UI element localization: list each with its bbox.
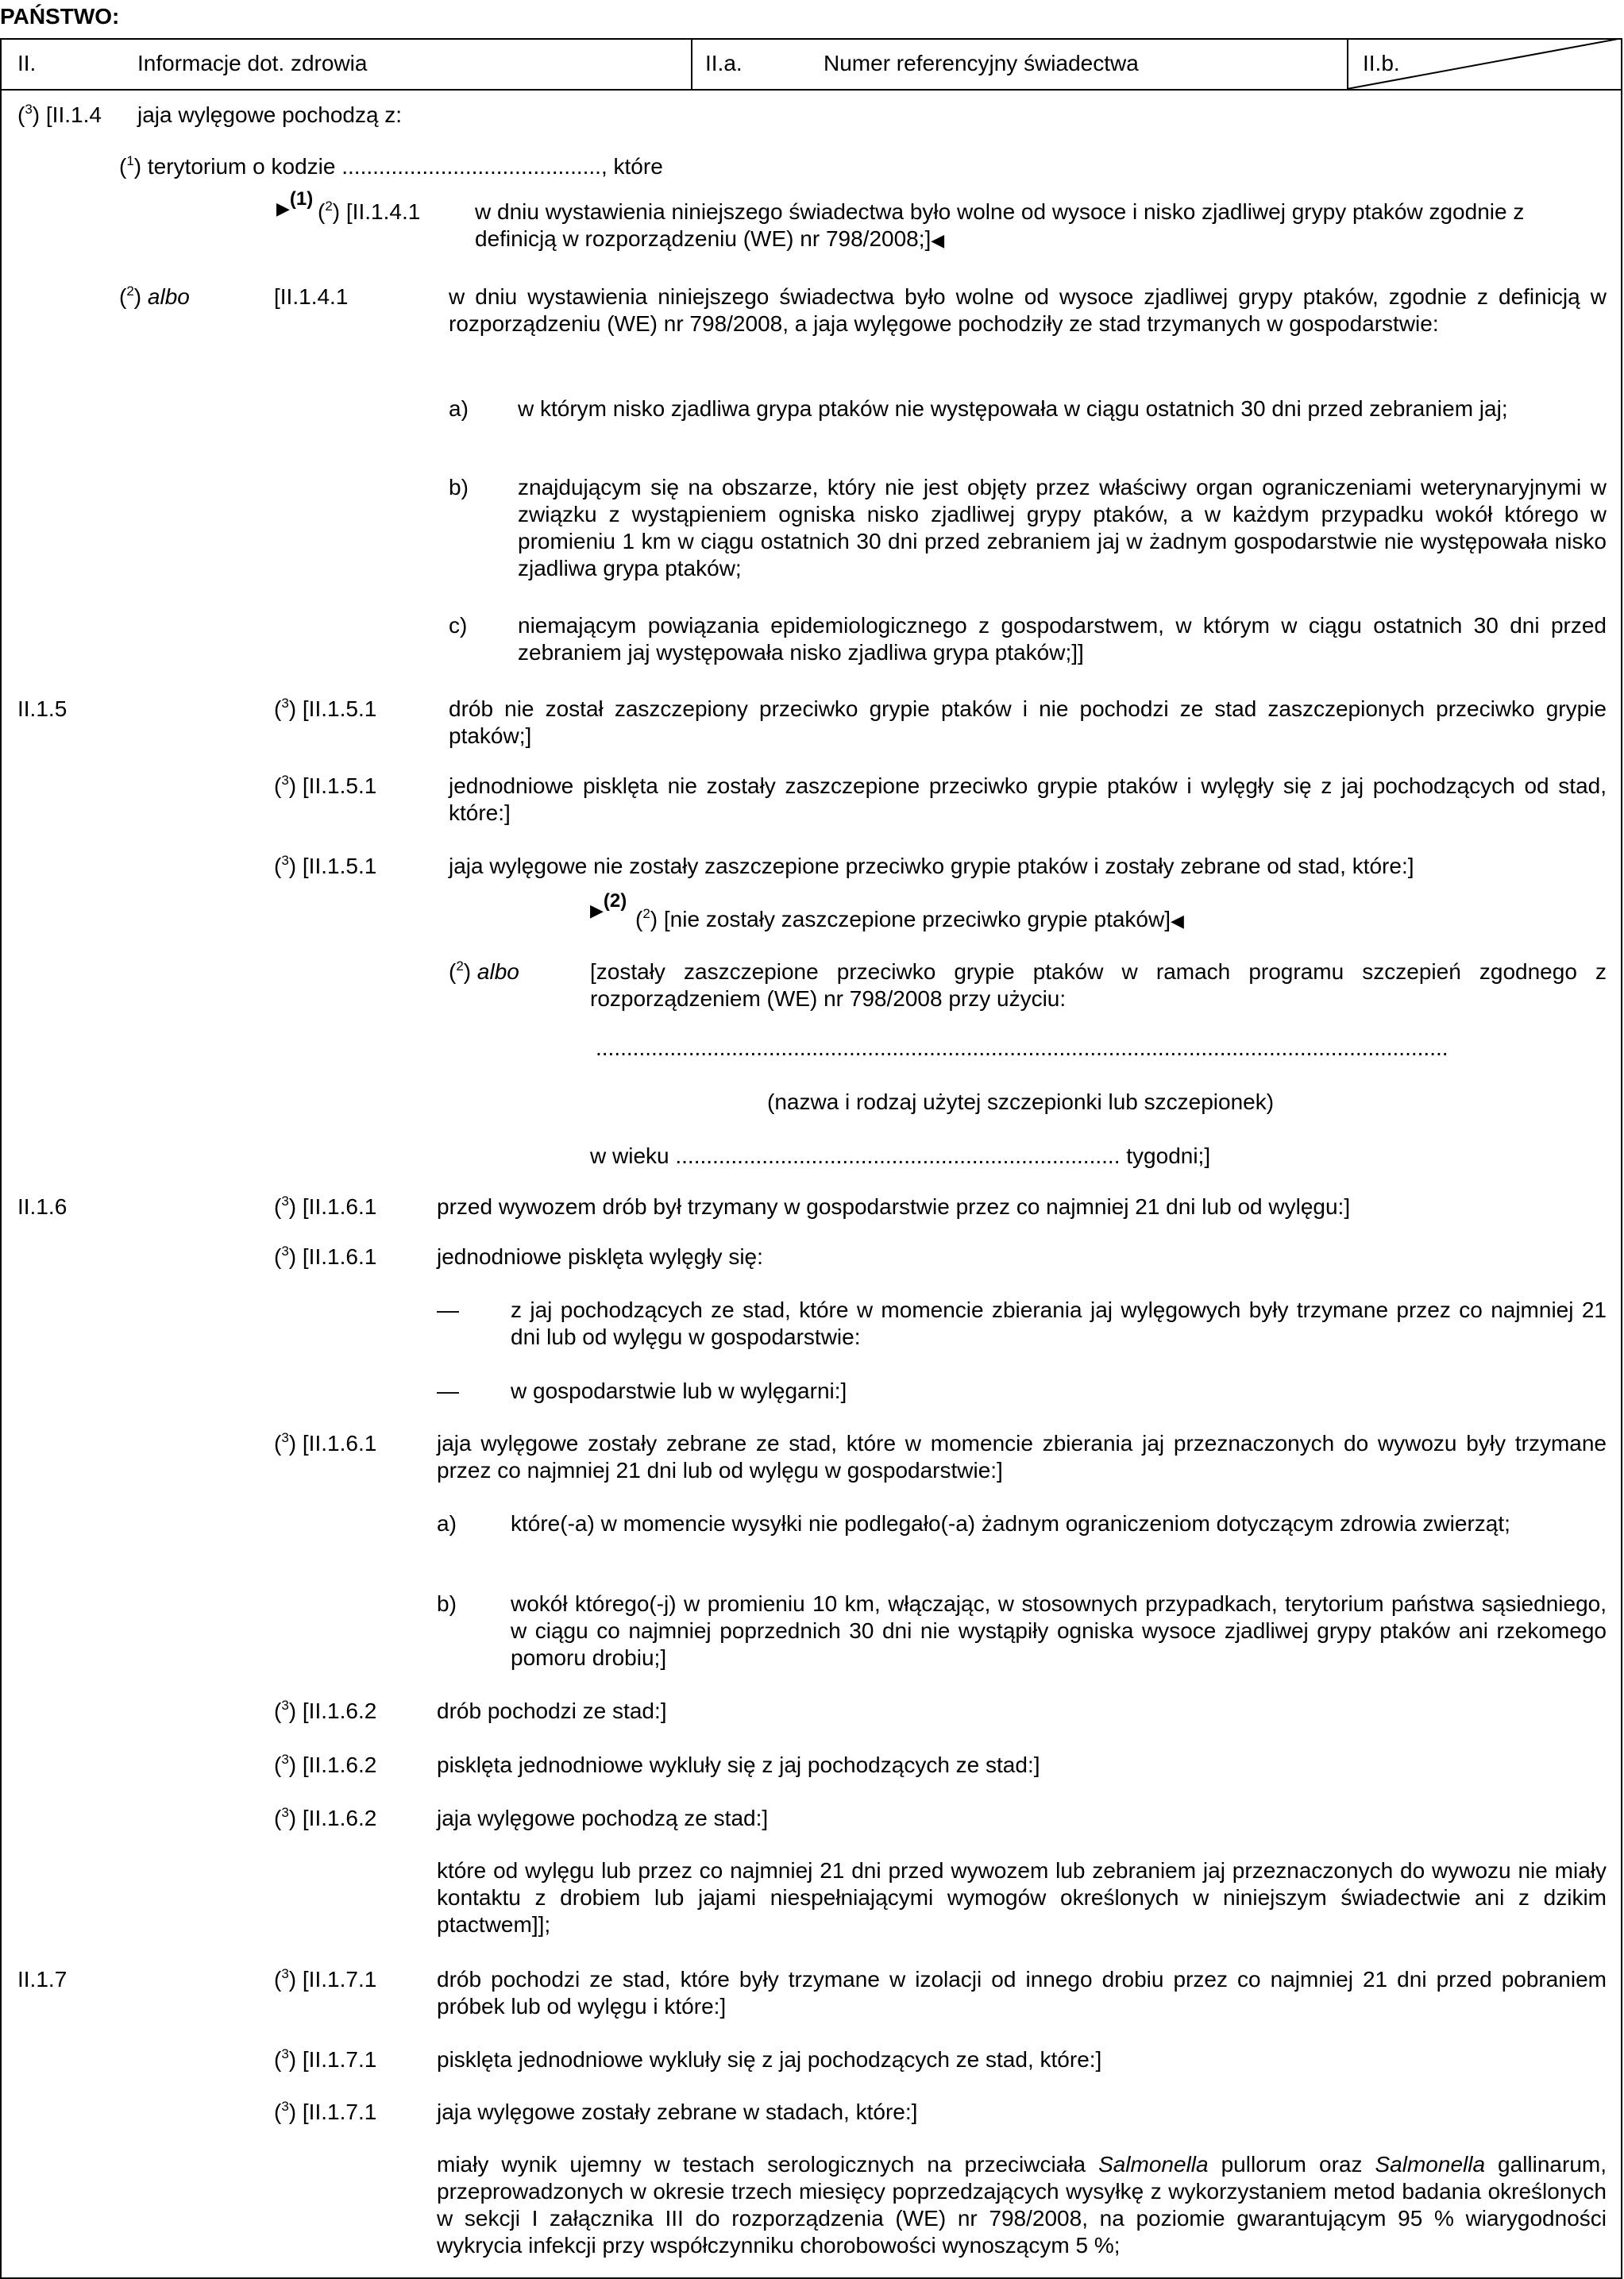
s115-r2-text: jednodniowe pisklęta nie zostały zaszczepione przeciwko grypie ptaków i wylęgły się z jaj pochodzących od stad, które:] [449,773,1607,825]
s114-opt2-text: w dniu wystawienia niniejszego świadectwa było wolne od wysoce zjadliwej grypy ptaków, zgodnie z definicją w rozporządzeniu (WE) nr 798/2008, a jaja wylęgowe pochodziły ze stad trzymanych w gospodarstwie: [449,284,1607,336]
amendment-end-marker-2: ◀ [1171,911,1184,931]
s115-opt2-ref: ($^2$) albo [449,958,519,984]
country-label: PAŃSTWO: [0,4,120,29]
s115-r1-ref: ($^3$) [II.1.5.1 [274,696,377,721]
s116-r3-ref: ($^3$) [II.1.6.1 [274,1430,377,1456]
s115-r1-text: drób nie został zaszczepiony przeciwko grypie ptaków i nie pochodzi ze stad zaszczepionych przeciwko grypie ptaków;] [449,696,1607,748]
s116-r1-text: przed wywozem drób był trzymany w gospodarstwie przez co najmniej 21 dni lub od wylęgu:] [437,1194,1351,1219]
s116-tail-text: które od wylęgu lub przez co najmniej 21 dni przed wywozem lub zebraniem jaj przeznaczonych do wywozu nie miały kontaktu z drobiem lub jajami niespełniającymi wymogów określonych w niniejszym świadectwie ani z dzikim ptactwem]]; [437,1858,1607,1937]
amendment-end-marker-1: ◀ [931,230,945,250]
s114-opt1-ref: ($^2$) [II.1.4.1 [318,199,421,224]
s116-dash-2: — [437,1379,459,1403]
s114-territory: ($^1$) terytorium o kodzie .........................................., które [119,153,663,179]
s116-r2-text: jednodniowe pisklęta wylęgły się: [437,1244,763,1269]
s116-d2-text: w gospodarstwie lub w wylęgarni:] [511,1379,847,1403]
s116-b-text: wokół którego(-j) w promieniu 10 km, włączając, w stosownych przypadkach, terytorium państwa sąsiedniego, w ciągu co najmniej poprzednich 30 dni nie wystąpiły ogniska wysoce zjadliwej grypy ptaków ani rzekomego pomoru drobiu;] [511,1591,1607,1670]
s114-opt2-code: [II.1.4.1 [274,284,349,309]
s114-b-label: b) [449,475,469,499]
s116-r4-ref: ($^3$) [II.1.6.2 [274,1698,377,1723]
s117-r3-text: jaja wylęgowe zostały zebrane w stadach, które:] [437,2100,918,2124]
s117-r3-ref: ($^3$) [II.1.7.1 [274,2099,377,2124]
s116-r6-text: jaja wylęgowe pochodzą ze stad:] [437,1806,769,1830]
s114-a-text: w którym nisko zjadliwa grypa ptaków nie występowała w ciągu ostatnich 30 dni przed zebraniem jaj; [518,396,1508,421]
s116-label: II.1.6 [17,1194,68,1219]
s114-c-label: c) [449,613,468,638]
s117-r1-text: drób pochodzi ze stad, które były trzymane w izolacji od innego drobiu przez co najmniej 21 dni przed pobraniem próbek lub od wylęgu i które:] [437,1967,1607,2019]
header-col-divider-1 [691,38,692,89]
s116-d1-text: z jaj pochodzących ze stad, które w momencie zbierania jaj wylęgowych były trzymane przez co najmniej 21 dni lub od wylęgu w gospodarstwie: [511,1298,1607,1349]
s116-r3-text: jaja wylęgowe zostały zebrane ze stad, które w momencie zbierania jaj przeznaczonych do wywozu były trzymane przez co najmniej 21 dni lub od wylęgu w gospodarstwie:] [437,1431,1607,1483]
s116-a-label: a) [437,1511,457,1536]
s114-opt1-text: w dniu wystawienia niniejszego świadectwa było wolne od wysoce i nisko zjadliwej grypy ptaków zgodnie z definicją w rozporządzeniu (WE) nr 798/2008;]◀ [475,199,1525,251]
s117-r2-ref: ($^3$) [II.1.7.1 [274,2046,377,2072]
header-section-number: II. [17,51,37,75]
s114-text: jaja wylęgowe pochodzą z: [137,102,403,127]
s117-r2-text: pisklęta jednodniowe wykluły się z jaj pochodzących ze stad, które:] [437,2047,1102,2072]
header-health-info: Informacje dot. zdrowia [137,51,368,75]
s116-r6-ref: ($^3$) [II.1.6.2 [274,1805,377,1830]
s115-opt2-text: [zostały zaszczepione przeciwko grypie ptaków w ramach programu szczepień zgodnego z rozporządzeniem (WE) nr 798/2008 przy użyciu: [590,959,1607,1011]
s114-c-text: niemającym powiązania epidemiologicznego z gospodarstwem, w którym w ciągu ostatnich 30 dni przed zebraniem jaj występowała nisko zjadliwa grypa ptaków;]] [518,613,1607,665]
s114-opt2-ref: ($^2$) albo [119,283,190,309]
header-divider [0,89,1622,91]
s117-label: II.1.7 [17,1967,68,1992]
s115-opt1: ($^2$) [nie zostały zaszczepione przeciwko grypie ptaków]◀ [635,906,1184,931]
s115-r3-text: jaja wylęgowe nie zostały zaszczepione przeciwko grypie ptaków i zostały zebrane od stad, które:] [449,854,1414,878]
s116-b-label: b) [437,1591,457,1616]
s116-a-text: które(-a) w momencie wysyłki nie podlegało(-a) żadnym ograniczeniom dotyczącym zdrowia zwierząt; [511,1511,1510,1536]
s114-ref: ($^3$) [II.1.4 [17,102,102,127]
s116-dash-1: — [437,1298,459,1322]
s115-r2-ref: ($^3$) [II.1.5.1 [274,773,377,798]
header-reference-number: Numer referencyjny świadectwa [824,51,1139,75]
vaccine-name-field: .......................................................................................................................................... [596,1035,1448,1060]
s115-r3-ref: ($^3$) [II.1.5.1 [274,853,377,878]
s116-r1-ref: ($^3$) [II.1.6.1 [274,1193,377,1219]
vaccine-caption: (nazwa i rodzaj użytej szczepionki lub szczepionek) [767,1089,1275,1114]
amendment-marker-2: ▶(2) [590,890,627,920]
s117-tail-text: miały wynik ujemny w testach serologicznych na przeciwciała Salmonella pullorum oraz Salmonella gallinarum, przeprowadzonych w okresie trzech miesięcy poprzedzających wysyłkę z wykorzystaniem metod badania określonych w sekcji I załącznika III do rozporządzenia (WE) nr 798/2008, na poziomie gwarantującym 95 % wiarygodności wykrycia infekcji przy współczynniku chorobowości wynoszącym 5 %; [437,2152,1607,2258]
s115-label: II.1.5 [17,696,68,721]
s114-a-label: a) [449,396,469,421]
s117-r1-ref: ($^3$) [II.1.7.1 [274,1966,377,1992]
s114-b-text: znajdującym się na obszarze, który nie jest objęty przez właściwy organ ograniczeniami weterynaryjnymi w związku z wystąpieniem ogniska nisko zjadliwej grypy ptaków, a w każdym przypadku wokół którego w promieniu 1 km w ciągu ostatnich 30 dni przed zebraniem jaj w żadnym gospodarstwie nie występowała nisko zjadliwa grypa ptaków; [518,475,1607,580]
s116-r5-text: pisklęta jednodniowe wykluły się z jaj pochodzących ze stad:] [437,1753,1040,1777]
s116-r5-ref: ($^3$) [II.1.6.2 [274,1752,377,1777]
header-IIa: II.a. [705,51,743,75]
s116-r4-text: drób pochodzi ze stad:] [437,1699,667,1723]
s116-r2-ref: ($^3$) [II.1.6.1 [274,1244,377,1269]
vaccine-age: w wieku ........................................................................ tygodni;] [590,1143,1211,1168]
header-IIb: II.b. [1363,51,1400,75]
amendment-marker-1: ▶(1) [276,188,314,218]
